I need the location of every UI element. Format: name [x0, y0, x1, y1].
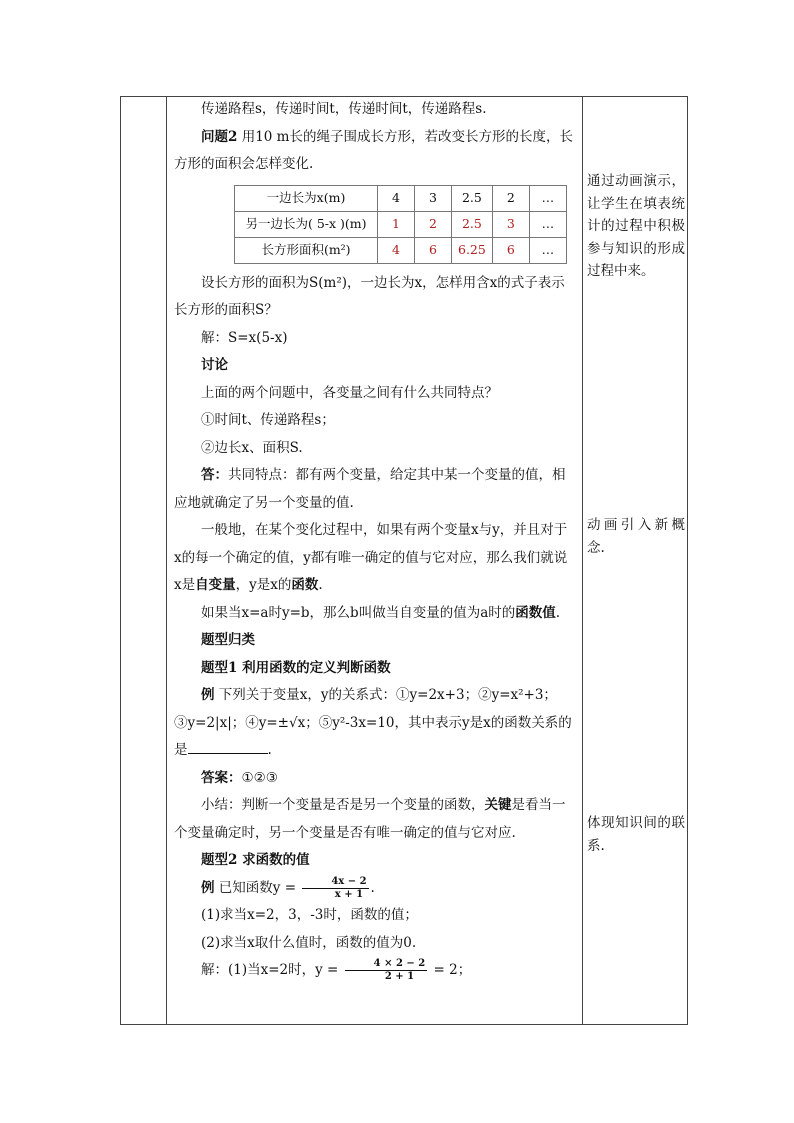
- row-label: 另一边长为( 5-x )(m): [235, 211, 378, 237]
- solution-2-text: (1)当x=2时，y =: [228, 962, 343, 978]
- rectangle-table: [234, 185, 567, 264]
- definition-end: .: [318, 577, 323, 593]
- example-1-end: .: [267, 742, 272, 758]
- cell: 4: [378, 237, 415, 263]
- definition-mid: ，y是x的: [235, 577, 292, 593]
- summary-key: 关键: [484, 797, 512, 813]
- example-1-text: 下列关于变量x，y的关系式：①y=2x+3；②y=x²+3；③y=2|x|；④y=±√x；⑤y²-3x=10，其中表示y是x的函数关系的是: [174, 687, 572, 758]
- example-1: [174, 682, 574, 765]
- function-value-term: 函数值: [515, 604, 556, 621]
- question-2: [174, 124, 574, 179]
- answer-1-label: 答案：: [201, 769, 242, 786]
- type-1-heading: 题型1 利用函数的定义判断函数: [201, 659, 391, 676]
- solution-denominator: 2 + 1: [384, 971, 415, 982]
- table-row: [235, 237, 567, 263]
- cell: 2: [415, 211, 452, 237]
- q2-label: 问题2: [201, 128, 238, 145]
- cell: 4: [378, 185, 415, 211]
- solution-fraction: [345, 958, 428, 983]
- line-transfer: 传递路程s，传递时间t，传递时间t，传递路程s.: [201, 101, 487, 117]
- main-content: [174, 96, 574, 985]
- row-label: 长方形面积(m²): [235, 237, 378, 263]
- sub-question-2: (2)求当x取什么值时，函数的值为0.: [201, 934, 417, 951]
- answer-1-text: ①②③: [241, 769, 278, 786]
- answer-text: 共同特点：都有两个变量，给定其中某一个变量的值，相应地就确定了另一个变量的值.: [174, 467, 566, 511]
- cell: …: [529, 237, 566, 263]
- summary-label: 小结：: [201, 797, 242, 813]
- answer: [174, 462, 574, 517]
- side-note-1: 通过动画演示，让学生在填表统计的过程中积极参与知识的形成过程中来。: [587, 173, 685, 279]
- example-2-end: .: [370, 879, 375, 896]
- sub-question-1: (1)求当x=2，3，-3时，函数的值；: [201, 907, 418, 923]
- answer-1: [174, 765, 574, 793]
- summary-text-b: 是看当一个变量确定时，另一个变量是否有唯一确定的值与它对应.: [174, 797, 566, 841]
- discuss-heading: 讨论: [201, 357, 228, 373]
- function-value-definition: [174, 600, 574, 628]
- cell: 2.5: [452, 211, 493, 237]
- q2-text: 用10 m长的绳子围成长方形，若改变长方形的长度，长方形的面积会怎样变化.: [174, 128, 573, 172]
- solution-numerator: 4 × 2 − 2: [345, 958, 428, 971]
- type-2-heading: 题型2 求函数的值: [201, 852, 310, 868]
- side-note-2: 动画引入新概念.: [587, 517, 685, 556]
- table-row: [235, 185, 567, 211]
- cell: …: [529, 211, 566, 237]
- cell: 6: [492, 237, 529, 263]
- discuss-item-1: ①时间t、传递路程s；: [201, 412, 335, 428]
- fraction-numerator: 4x − 2: [302, 876, 368, 889]
- discuss-item-2: ②边长x、面积S.: [201, 439, 303, 456]
- summary-text-a: 判断一个变量是否是另一个变量的函数，: [241, 797, 485, 813]
- cell: 3: [492, 211, 529, 237]
- definition: [174, 517, 574, 600]
- row-label: 一边长为x(m): [235, 185, 378, 211]
- cell: …: [529, 185, 566, 211]
- function-value-end: .: [555, 604, 561, 621]
- independent-variable-term: 自变量: [195, 577, 236, 593]
- solution-2-label: 解：: [201, 962, 228, 978]
- discuss-question: 上面的两个问题中，各变量之间有什么共同特点？: [201, 384, 498, 401]
- cell: 2: [492, 185, 529, 211]
- summary: [174, 792, 574, 847]
- types-heading: 题型归类: [201, 632, 255, 648]
- function-value-text: 如果当x=a时y=b，那么b叫做当自变量的值为a时的: [201, 604, 516, 621]
- table-row: [235, 211, 567, 237]
- fraction-denominator: x + 1: [334, 888, 364, 900]
- column-divider-left: [166, 97, 167, 1024]
- example-2: [174, 875, 574, 903]
- cell: 1: [378, 211, 415, 237]
- set-area: 设长方形的面积为S(m²)，一边长为x，怎样用含x的式子表示长方形的面积S？: [174, 274, 565, 318]
- cell: 2.5: [452, 185, 493, 211]
- column-divider-right: [582, 97, 583, 1024]
- solution-2: [174, 957, 574, 985]
- answer-label: 答：: [201, 467, 228, 483]
- answer-blank: [188, 737, 268, 754]
- function-term: 函数: [291, 577, 319, 593]
- solution-2-end: = 2；: [429, 962, 472, 978]
- side-note-3: 体现知识间的联系.: [587, 815, 685, 854]
- example-2-label: 例: [201, 879, 215, 896]
- solution-1: 解：S=x(5-x): [201, 329, 288, 346]
- cell: 6.25: [452, 237, 493, 263]
- example-2-text: 已知函数y =: [214, 879, 301, 896]
- function-fraction: [302, 876, 368, 901]
- cell: 6: [415, 237, 452, 263]
- cell: 3: [415, 185, 452, 211]
- definition-text: 一般地，在某个变化过程中，如果有两个变量x与y，并且对于x的每一个确定的值，y都有唯一确定的值与它对应，那么我们就说x是: [174, 522, 568, 593]
- example-1-label: 例: [201, 687, 215, 703]
